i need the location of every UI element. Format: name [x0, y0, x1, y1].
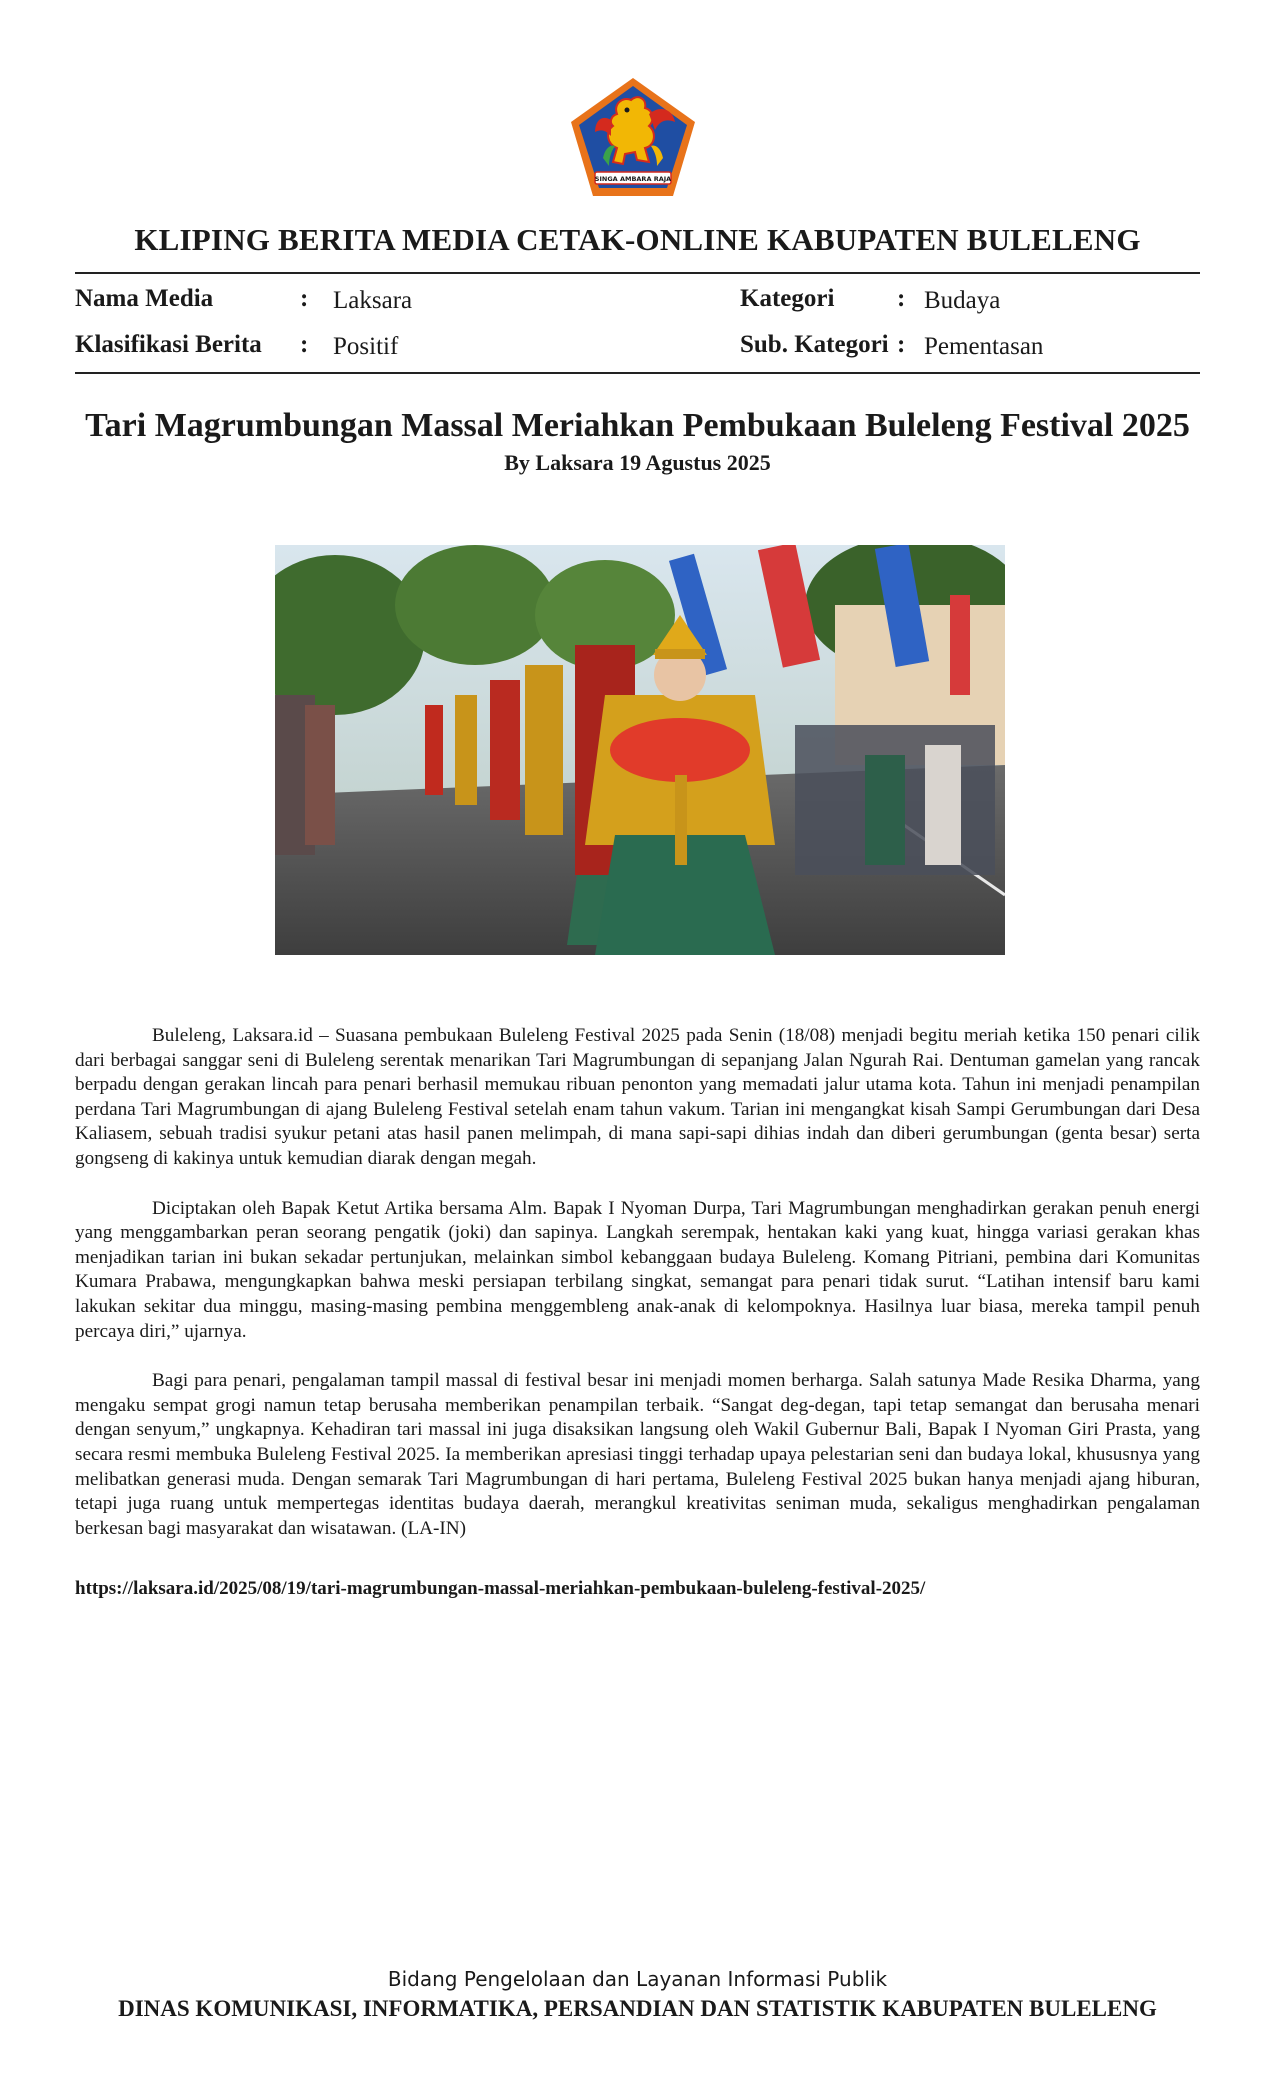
dancers-photo-image — [275, 545, 1005, 955]
article-source-link[interactable]: https://laksara.id/2025/08/19/tari-magrumbungan-massal-meriahkan-pembukaan-buleleng-festival-2025/ — [75, 1578, 926, 1599]
klasifikasi-colon: : — [300, 331, 309, 358]
article-title: Tari Magrumbungan Massal Meriahkan Pembukaan Buleleng Festival 2025 — [85, 407, 1190, 444]
header-divider-bottom — [75, 372, 1200, 374]
sub-kategori-colon: : — [897, 331, 906, 358]
emblem-motto: SINGA AMBARA RAJA — [594, 175, 672, 183]
article-body — [75, 1024, 1200, 1566]
article-byline: By Laksara 19 Agustus 2025 — [504, 450, 771, 475]
kategori-value: Budaya — [924, 287, 1001, 314]
header-divider-top — [75, 272, 1200, 274]
kategori-label: Kategori — [740, 285, 835, 312]
footer-agency: DINAS KOMUNIKASI, INFORMATIKA, PERSANDIAN DAN STATISTIK KABUPATEN BULELENG — [118, 1996, 1157, 2021]
kategori-colon: : — [897, 285, 906, 312]
nama-media-value: Laksara — [333, 287, 413, 314]
buleleng-emblem-logo — [565, 74, 701, 200]
sub-kategori-value: Pementasan — [924, 333, 1044, 360]
article-paragraph-2: Diciptakan oleh Bapak Ketut Artika bersama Alm. Bapak I Nyoman Durpa, Tari Magrumbungan menghadirkan gerakan penuh energi yang menggambarkan peran seorang pengatik (joki) dan sapinya. Langkah serempak, hentakan kaki yang kuat, hingga variasi gerakan khas menjadikan tarian ini bukan sekadar pertunjukan, melainkan simbol kebanggaan budaya Buleleng. Komang Pitriani, pembina dari Komunitas Kumara Prabawa, mengungkapkan bahwa meski persiapan terbilang singkat, semangat para penari tidak surut. “Latihan intensif baru kami lakukan sekitar dua minggu, masing-masing pembina menggembleng anak-anak di kelompoknya. Hasilnya luar biasa, mereka tampil penuh percaya diri,” ujarnya. — [75, 1197, 1200, 1342]
footer-division: Bidang Pengelolaan dan Layanan Informasi Publik — [387, 1967, 888, 1991]
sub-kategori-label: Sub. Kategori — [740, 331, 889, 358]
nama-media-colon: : — [300, 285, 309, 312]
klasifikasi-label: Klasifikasi Berita — [75, 331, 262, 358]
article-paragraph-3: Bagi para penari, pengalaman tampil massal di festival besar ini menjadi momen berharga. Salah satunya Made Resika Dharma, yang mengaku sempat grogi namun tetap berusaha memberikan penampilan terbaik. “Sangat deg-degan, tapi tetap semangat dan berusaha menari dengan senyum,” ungkapnya. Kehadiran tari massal ini juga disaksikan langsung oleh Wakil Gubernur Bali, Bapak I Nyoman Giri Prasta, yang secara resmi membuka Buleleng Festival 2025. Ia memberikan apresiasi tinggi terhadap upaya pelestarian seni dan budaya lokal, khususnya yang melibatkan generasi muda. Dengan semarak Tari Magrumbungan di hari pertama, Buleleng Festival 2025 bukan hanya menjadi ajang hiburan, tetapi juga ruang untuk mempertegas identitas budaya daerah, merangkul kreativitas seniman muda, sekaligus menghadirkan pengalaman berkesan bagi masyarakat dan wisatawan. (LA-IN) — [75, 1370, 1200, 1539]
klasifikasi-value: Positif — [333, 333, 399, 360]
emblem-shield-icon — [565, 74, 701, 200]
document-title: KLIPING BERITA MEDIA CETAK-ONLINE KABUPATEN BULELENG — [134, 222, 1141, 257]
article-photo — [275, 545, 1005, 955]
article-paragraph-1: Buleleng, Laksara.id – Suasana pembukaan Buleleng Festival 2025 pada Senin (18/08) menjadi begitu meriah ketika 150 penari cilik dari berbagai sanggar seni di Buleleng serentak menarikan Tari Magrumbungan di sepanjang Jalan Ngurah Rai. Dentuman gamelan yang rancak berpadu dengan gerakan lincah para penari berhasil memukau ribuan penonton yang memadati jalur utama kota. Tahun ini menjadi penampilan perdana Tari Magrumbungan di ajang Buleleng Festival setelah enam tahun vakum. Tarian ini mengangkat kisah Sampi Gerumbungan dari Desa Kaliasem, sebuah tradisi syukur petani atas hasil panen melimpah, di mana sapi-sapi dihias indah dan diberi gerumbungan (genta besar) serta gongseng di kakinya untuk kemudian diarak dengan megah. — [75, 1025, 1200, 1169]
nama-media-label: Nama Media — [75, 285, 214, 312]
